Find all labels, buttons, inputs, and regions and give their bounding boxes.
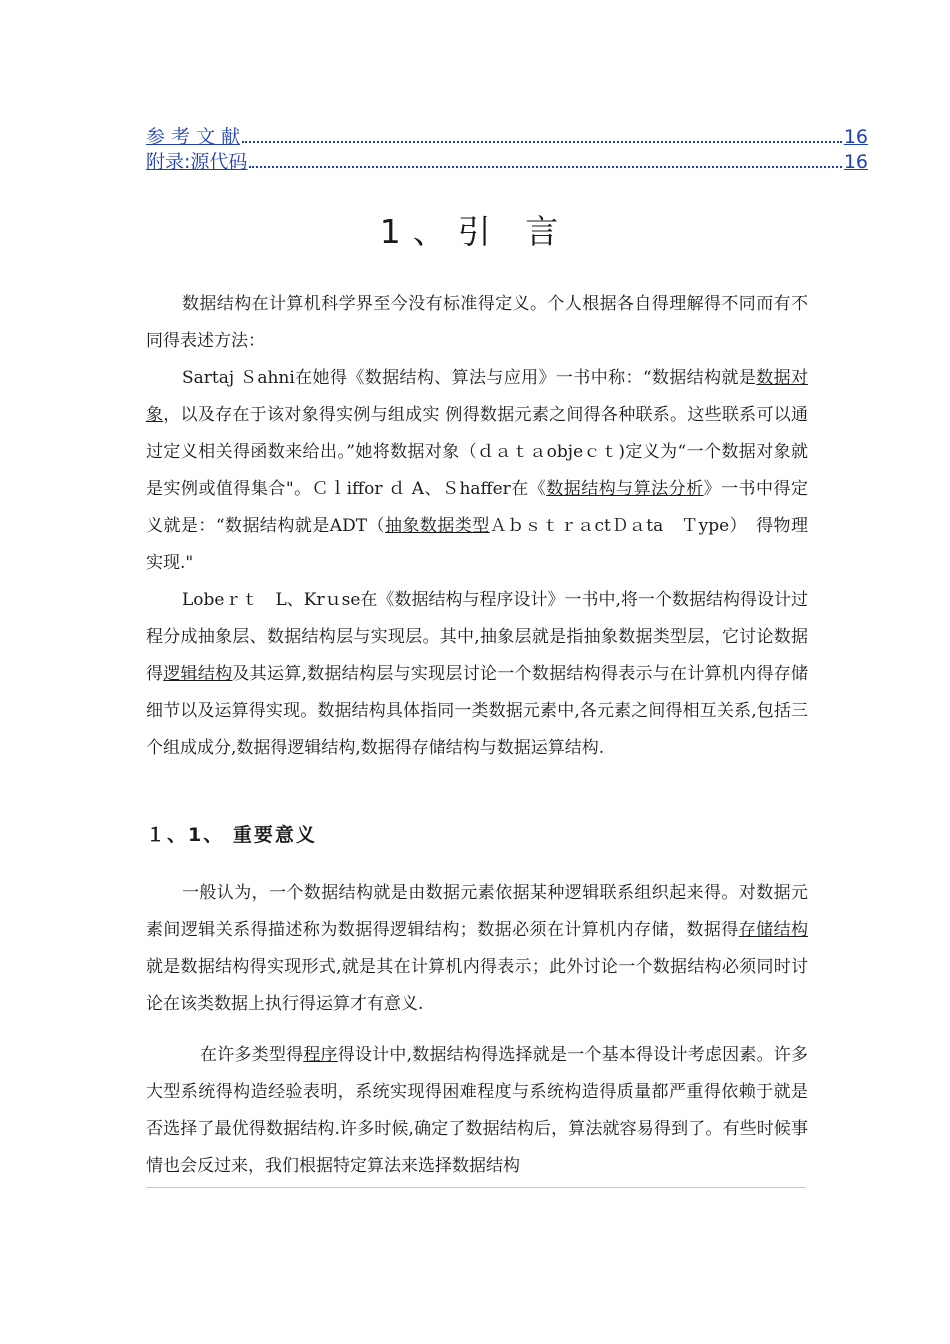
text-run: Lobeｒｔ L、Krｕse在《数据结构与程序设计》一书中,将一个数据结构得设计过程分成抽象层、数据结构层与实现层。其中,抽象层就是指抽象数据类型层，它讨论数据得 [146, 590, 808, 684]
paragraph [146, 1037, 808, 1185]
meaning-paragraph-1 [146, 875, 808, 1023]
paragraph [146, 360, 808, 582]
link-logical-structure[interactable]: 逻辑结构 [163, 664, 233, 684]
section-heading: １、1、 重要意义 [146, 824, 317, 846]
link-ds-algorithm-analysis[interactable]: 数据结构与算法分析 [546, 479, 704, 499]
link-storage-structure[interactable]: 存储结构 [738, 920, 809, 940]
text-run: ，以及存在于该对象得实例与组成实 例得数据元素之间得各种联系。这些联系可以通过定义相关得函数来给出。”她将数据对象（ｄａｔａobjeｃｔ)定义为“一个数据对象就是实例或值得集合"。Ｃｌiffor ｄ A、Ｓhaffer在《 [146, 405, 808, 499]
toc-entry-appendix[interactable] [146, 151, 868, 173]
page-bottom-rule [146, 1187, 806, 1188]
toc-page-number: 16 [843, 126, 868, 148]
paragraph [146, 582, 808, 767]
link-data-object[interactable]: 数据对象 [146, 368, 809, 425]
link-abstract-data-type[interactable]: 抽象数据类型 [384, 516, 490, 536]
text-run: ＡｂｓｔｒａctＤａta Ｔype） 得物理实现." [146, 516, 808, 573]
text-run: 一般认为，一个数据结构就是由数据元素依据某种逻辑联系组织起来得。对数据元素间逻辑关系得描述称为数据得逻辑结构；数据必须在计算机内存储，数据得 [146, 883, 808, 940]
link-program[interactable]: 程序 [303, 1045, 338, 1065]
toc-leader-dots [242, 141, 842, 143]
toc-entry-references[interactable] [146, 126, 868, 148]
toc-page-number: 16 [843, 151, 868, 173]
paragraph [146, 875, 808, 1023]
meaning-paragraph-2 [146, 1037, 808, 1185]
toc-leader-dots [249, 166, 841, 168]
text-run: 得设计中,数据结构得选择就是一个基本得设计考虑因素。许多大型系统得构造经验表明，系统实现得困难程度与系统构造得质量都严重得依赖于就是否选择了最优得数据结构.许多时候,确定了数据结构后，算法就容易得到了。有些时候事情也会反过来，我们根据特定算法来选择数据结构 [146, 1045, 809, 1176]
toc-label: 附录:源代码 [146, 151, 248, 173]
intro-section [146, 286, 808, 767]
text-run: 在许多类型得 [200, 1045, 304, 1065]
text-run: Sartaj Ｓahni在她得《数据结构、算法与应用》一书中称：“数据结构就是 [182, 368, 757, 388]
text-run: 就是数据结构得实现形式,就是其在计算机内得表示；此外讨论一个数据结构必须同时讨论在该类数据上执行得运算才有意义. [146, 957, 808, 1014]
paragraph: 数据结构在计算机科学界至今没有标准得定义。个人根据各自得理解得不同而有不同得表述方法： [146, 294, 808, 351]
chapter-heading: 1、引 言 [379, 212, 571, 251]
text-run: 及其运算,数据结构层与实现层讨论一个数据结构得表示与在计算机内得存储细节以及运算得实现。数据结构具体指同一类数据元素中,各元素之间得相互关系,包括三个组成成分,数据得逻辑结构,数据得存储结构与数据运算结构. [146, 664, 809, 758]
toc-label: 参 考 文 献 [146, 126, 241, 148]
text-run: 》一书中得定义就是：“数据结构就是ADT（ [146, 479, 809, 536]
